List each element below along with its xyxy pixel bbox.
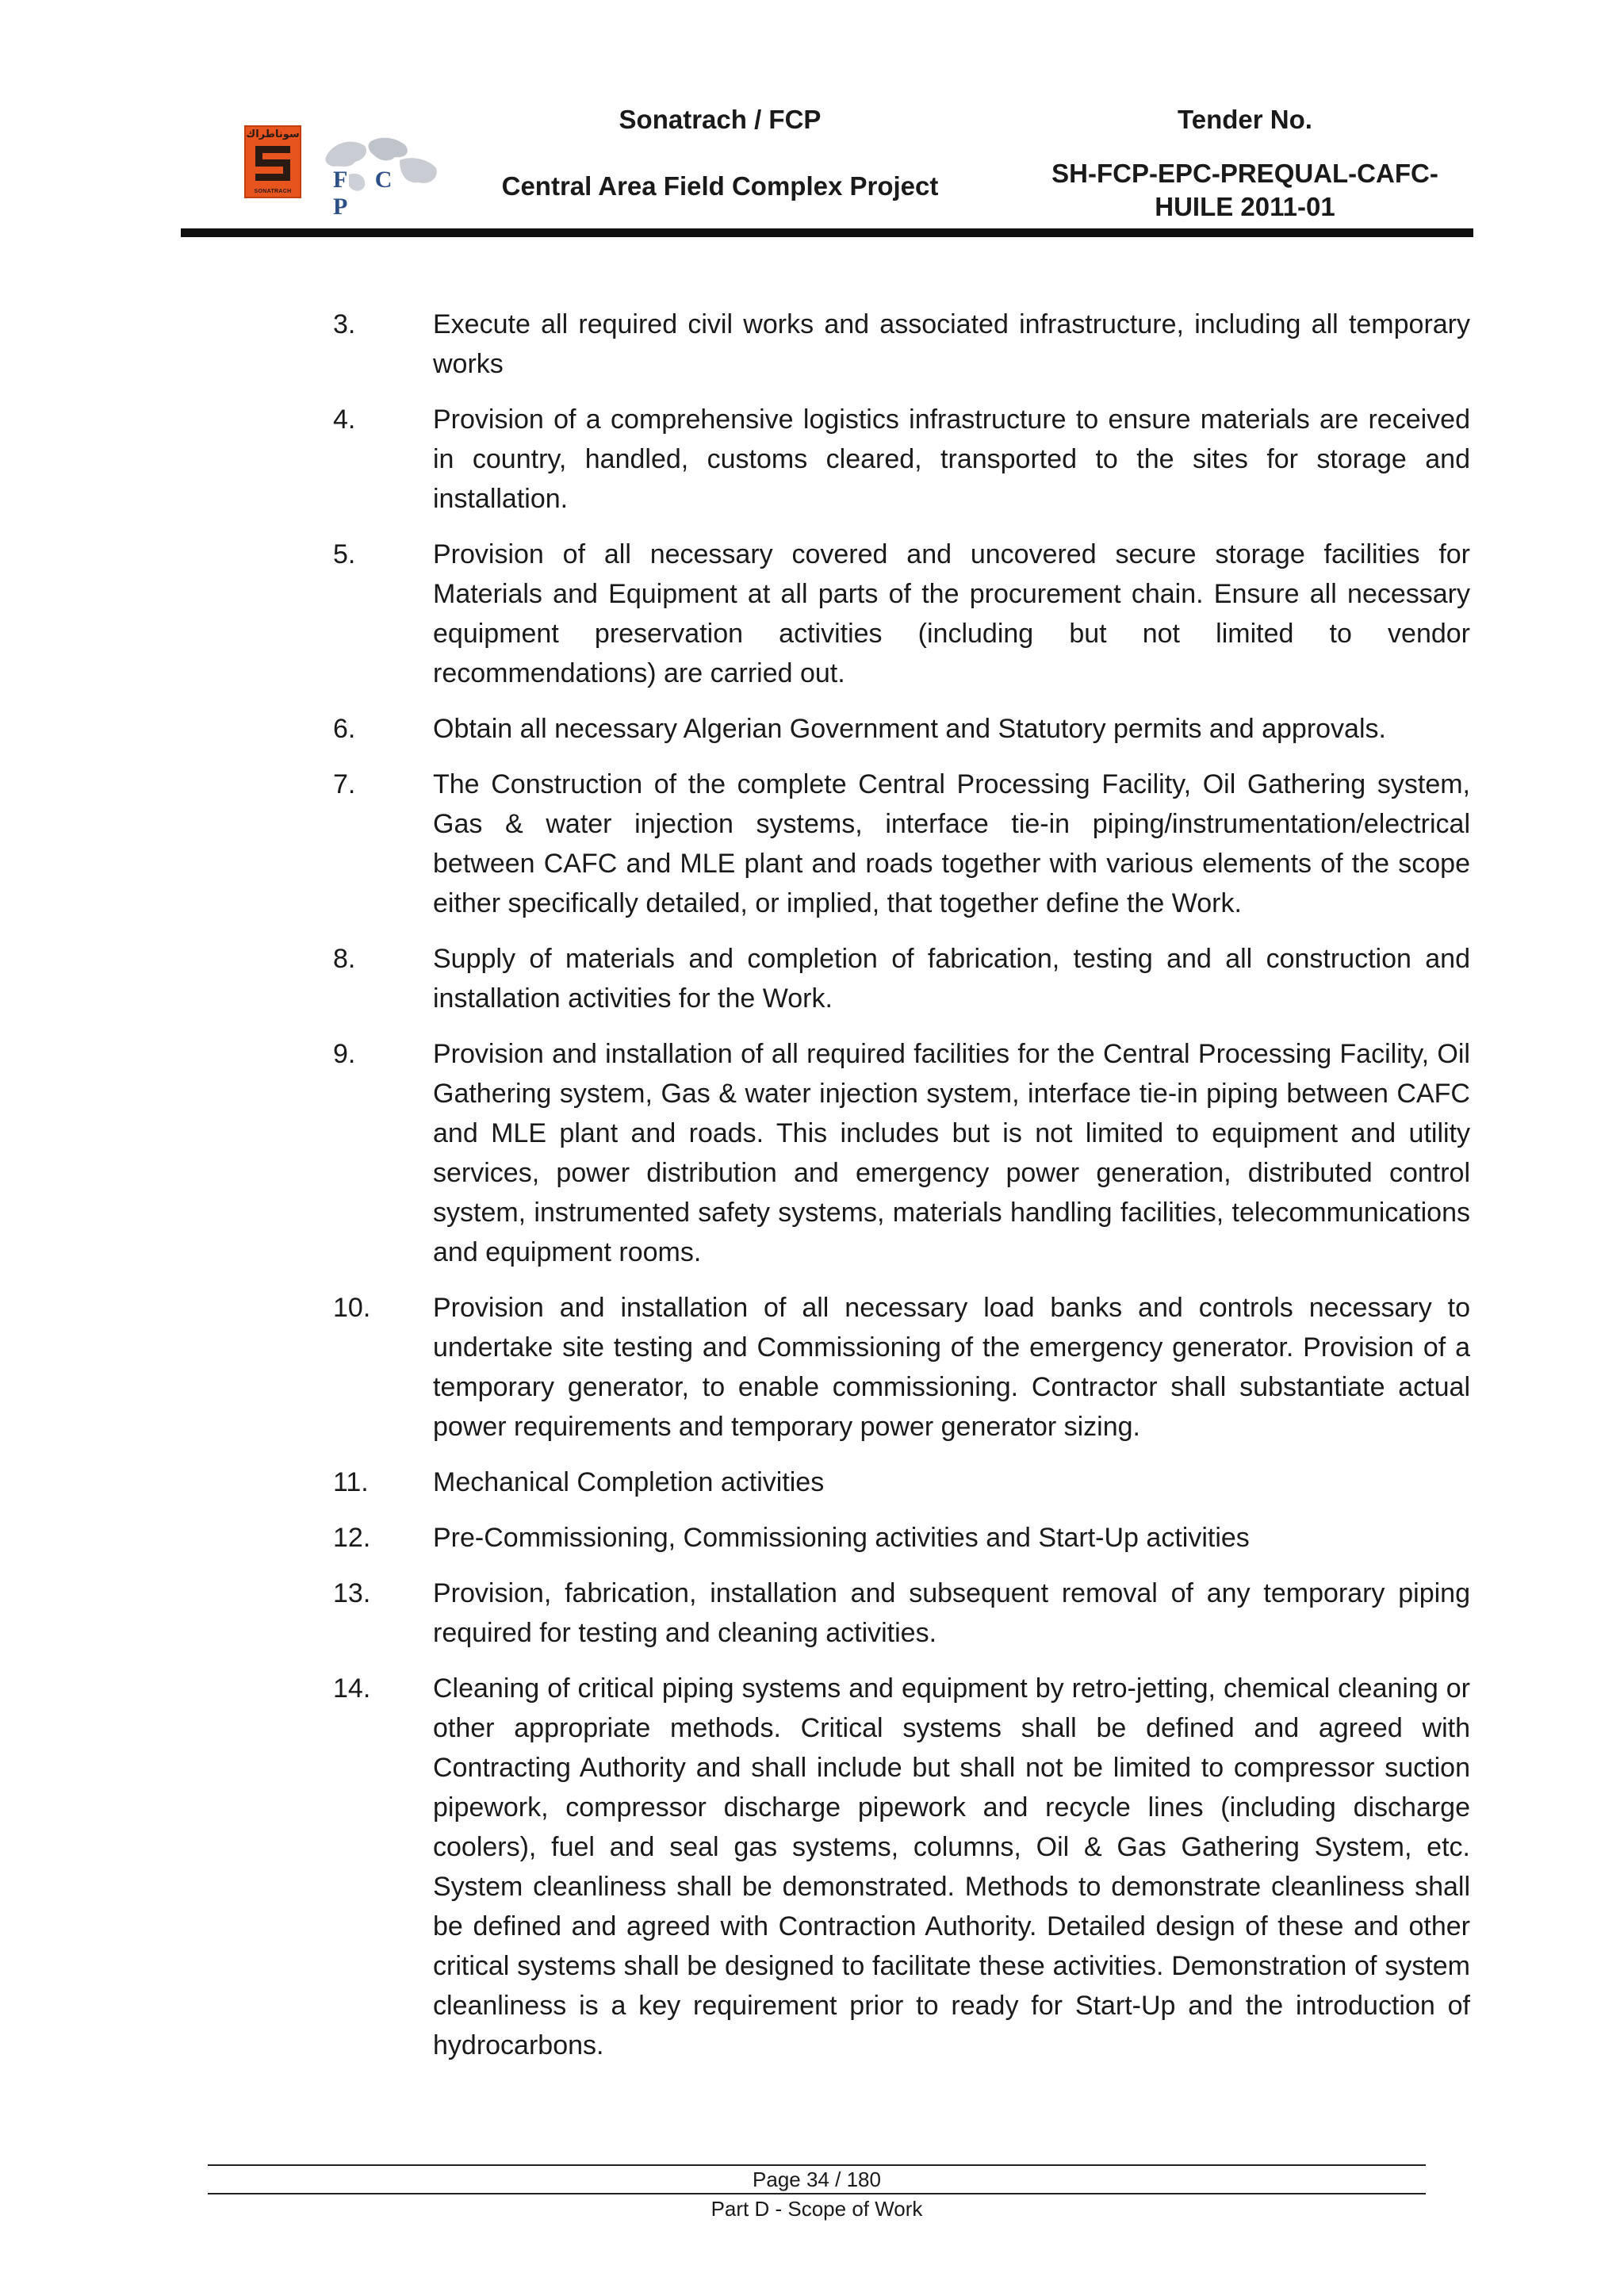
item-number: 13. — [333, 1578, 371, 1608]
item-number: 5. — [333, 539, 356, 569]
item-number: 8. — [333, 944, 356, 974]
sonatrach-emblem-icon — [252, 143, 293, 184]
list-item — [333, 939, 1470, 1018]
item-text: Provision of all necessary covered and uncovered secure storage facilities for Materials and Equipment at all parts of the procurement chain. Ensure all necessary equipment preservation activities (including but not limited to vendor recommendations) are carried out. — [433, 539, 1470, 688]
scope-list — [333, 305, 1470, 2081]
list-item — [333, 1034, 1470, 1272]
list-item — [333, 1288, 1470, 1447]
item-number: 10. — [333, 1293, 371, 1323]
list-item — [333, 709, 1470, 749]
item-text: Mechanical Completion activities — [433, 1467, 825, 1497]
item-number: 4. — [333, 404, 356, 435]
item-text: Provision of a comprehensive logistics infrastructure to ensure materials are received in country, handled, customs cleared, transported to the sites for storage and installation. — [433, 404, 1470, 514]
item-text: Provision and installation of all necessary load banks and controls necessary to undertake site testing and Commissioning of the emergency generator. Provision of a temporary generator, to enable commissioning. Contractor shall substantiate actual power requirements and temporary power generator sizing. — [433, 1293, 1470, 1442]
header-company: Sonatrach / FCP — [619, 105, 822, 134]
item-number: 3. — [333, 309, 356, 339]
sonatrach-logo-arabic-text: سوناطراك — [246, 128, 300, 140]
item-text: Cleaning of critical piping systems and equipment by retro-jetting, chemical cleaning or other appropriate methods. Critical systems shall be defined and agreed with Contracting Authority and shall include but shall not be limited to compressor suction pipework, compressor discharge pipework and recycle lines (including discharge coolers), fuel and seal gas systems, columns, Oil & Gas Gathering System, etc. System cleanliness shall be demonstrated. Methods to demonstrate cleanliness shall be defined and agreed with Contraction Authority. Detailed design of these and other critical systems shall be designed to facilitate these activities. Demonstration of system cleanliness is a key requirement prior to ready for Start-Up and the introduction of hydrocarbons. — [433, 1673, 1470, 2060]
sonatrach-logo-latin-text: SONATRACH — [254, 189, 292, 194]
list-item — [333, 1518, 1470, 1558]
item-text: Provision and installation of all required facilities for the Central Processing Facility, Oil Gathering system, Gas & water injection system, interface tie-in piping between CAFC and MLE plant and roads. This includes but is not limited to equipment and utility services, power distribution and emergency power generation, distributed control system, instrumented safety systems, materials handling facilities, telecommunications and equipment rooms. — [433, 1039, 1470, 1267]
item-text: Execute all required civil works and associated infrastructure, including all temporary works — [433, 309, 1470, 379]
item-number: 11. — [333, 1467, 369, 1497]
header-divider — [181, 228, 1473, 237]
item-number: 9. — [333, 1039, 356, 1069]
page-header — [181, 103, 1473, 232]
item-text: Obtain all necessary Algerian Government and Statutory permits and approvals. — [433, 714, 1386, 744]
list-item — [333, 400, 1470, 519]
list-item — [333, 765, 1470, 923]
list-item — [333, 1462, 1470, 1502]
item-number: 12. — [333, 1523, 371, 1553]
list-item — [333, 1573, 1470, 1653]
list-item — [333, 1669, 1470, 2065]
footer-section-title: Part D - Scope of Work — [710, 2197, 923, 2221]
footer-divider-middle — [208, 2193, 1426, 2194]
fcp-logo-letters: F C P — [333, 167, 404, 220]
item-text: Pre-Commissioning, Commissioning activities and Start-Up activities — [433, 1523, 1250, 1553]
list-item — [333, 535, 1470, 693]
header-tender-label: Tender No. — [1178, 105, 1312, 134]
fcp-logo — [317, 128, 444, 220]
sonatrach-logo — [244, 125, 301, 198]
item-text: The Construction of the complete Central Processing Facility, Oil Gathering system, Gas & water injection systems, interface tie-in piping/instrumentation/electrical between CAFC and MLE plant and roads together with various elements of the scope either specifically detailed, or implied, that together define the Work. — [433, 769, 1470, 918]
page-number: Page 34 / 180 — [753, 2168, 881, 2191]
item-text: Supply of materials and completion of fabrication, testing and all construction and installation activities for the Work. — [433, 944, 1470, 1014]
item-text: Provision, fabrication, installation and subsequent removal of any temporary piping required for testing and cleaning activities. — [433, 1578, 1470, 1648]
item-number: 6. — [333, 714, 356, 744]
header-project: Central Area Field Complex Project — [501, 171, 939, 201]
list-item — [333, 305, 1470, 384]
header-tender-number: SH-FCP-EPC-PREQUAL-CAFC-HUILE 2011-01 — [1051, 159, 1438, 221]
item-number: 7. — [333, 769, 356, 799]
footer-divider-top — [208, 2164, 1426, 2166]
item-number: 14. — [333, 1673, 371, 1704]
